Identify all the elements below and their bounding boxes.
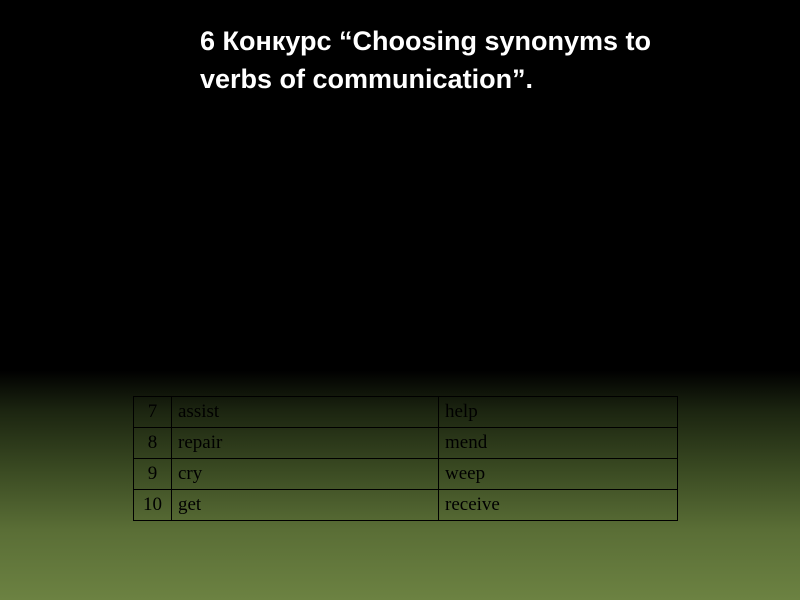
table-row (134, 397, 678, 428)
table-row (134, 459, 678, 490)
verb-cell: assist (172, 397, 439, 428)
synonym-cell: receive (439, 490, 678, 521)
synonym-cell: weep (439, 459, 678, 490)
slide-title-line-1: 6 Конкурс “Choosing synonyms to (200, 26, 651, 56)
verb-cell: get (172, 490, 439, 521)
row-number: 10 (134, 490, 172, 521)
table-row (134, 490, 678, 521)
verb-cell: repair (172, 428, 439, 459)
slide-title-line-2: verbs of communication”. (200, 64, 534, 94)
row-number: 8 (134, 428, 172, 459)
synonym-cell: mend (439, 428, 678, 459)
synonym-cell: help (439, 397, 678, 428)
row-number: 7 (134, 397, 172, 428)
verb-cell: cry (172, 459, 439, 490)
table-row (134, 428, 678, 459)
slide-title (200, 22, 720, 98)
synonyms-table (133, 396, 678, 521)
row-number: 9 (134, 459, 172, 490)
